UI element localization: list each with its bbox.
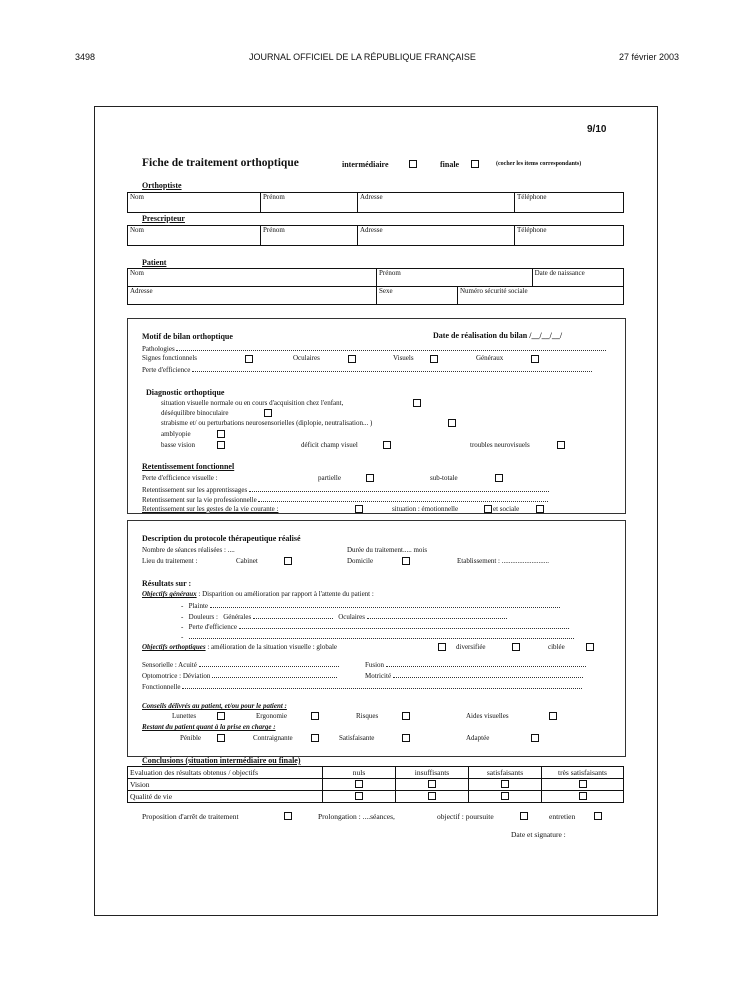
conclusions-heading: Conclusions (situation intermédiaire ou finale) (142, 756, 301, 765)
row-label: Qualité de vie (128, 791, 323, 803)
domicile-label: Domicile (347, 557, 374, 565)
oculaires-label: Oculaires (293, 354, 320, 362)
field-telephone[interactable]: Téléphone (515, 226, 624, 246)
diag-item: strabisme et/ ou perturbations neurosensorielles (diplopie, neutralisation... ) (161, 419, 373, 427)
blank-line: - (181, 632, 574, 641)
checkbox-aides[interactable] (549, 712, 557, 720)
deficit-label: déficit champ visuel (301, 441, 358, 449)
checkbox-subtotale[interactable] (495, 474, 503, 482)
apprentissages-label: Retentissement sur les apprentissages (142, 485, 549, 494)
field-nom[interactable]: Nom (128, 269, 377, 287)
field-telephone[interactable]: Téléphone (515, 193, 624, 213)
checkbox-globale[interactable] (438, 643, 446, 651)
column-header: satisfaisants (469, 767, 542, 779)
table-row (128, 791, 624, 803)
diag-item: situation visuelle normale ou en cours d'acquisition chez l'enfant, (161, 399, 344, 407)
checkbox-finale[interactable] (471, 160, 479, 168)
satisfaisante-label: Satisfaisante (339, 734, 375, 742)
diversifiee-label: diversifiée (456, 643, 486, 651)
checkbox-diag-amblyopie[interactable] (217, 430, 225, 438)
duree-label: Durée du traitement..... mois (347, 546, 428, 554)
checkbox-vision-insuffisants[interactable] (428, 780, 436, 788)
date-bilan-label: Date de réalisation du bilan /__/__/__/ (433, 331, 563, 340)
patient-table (127, 268, 624, 305)
nb-seances-label: Nombre de séances réalisées : .... (142, 546, 235, 554)
signature-label: Date et signature : (511, 830, 566, 839)
checkbox-emotionnelle[interactable] (484, 505, 492, 513)
motricite-label: Motricité (365, 671, 583, 680)
ciblee-label: ciblée (548, 643, 565, 651)
retentissement-heading: Retentissement fonctionnel (142, 462, 235, 471)
fusion-label: Fusion (365, 660, 586, 669)
gestes-label: Retentissement sur les gestes de la vie courante : (142, 505, 279, 513)
checkbox-penible[interactable] (217, 734, 225, 742)
prescripteur-heading: Prescripteur (142, 214, 185, 223)
sociale-label: et sociale (493, 505, 520, 513)
journal-title: JOURNAL OFFICIEL DE LA RÉPUBLIQUE FRANÇAISE (249, 52, 476, 62)
checkbox-diag-normale[interactable] (413, 399, 421, 407)
checkbox-vision-satisfaisants[interactable] (501, 780, 509, 788)
conseils-heading: Conseils délivrés au patient, et/ou pour le patient : (142, 702, 287, 710)
field-nom[interactable]: Nom (128, 193, 261, 213)
orthoptiste-table (127, 192, 624, 213)
checkbox-qualite-tres-satisfaisants[interactable] (579, 792, 587, 800)
field-prenom[interactable]: Prénom (261, 226, 358, 246)
checkbox-ciblee[interactable] (586, 643, 594, 651)
checkbox-diag-basse-vision[interactable] (217, 441, 225, 449)
entretien-label: entretien (549, 812, 576, 821)
diag-item: déséquilibre binoculaire (161, 409, 229, 417)
form-title: Fiche de traitement orthoptique (142, 157, 299, 169)
visuels-label: Visuels (393, 354, 414, 362)
field-nom[interactable]: Nom (128, 226, 261, 246)
proposition-label: Proposition d'arrêt de traitement (142, 812, 239, 821)
checkbox-contraignante[interactable] (311, 734, 319, 742)
protocole-heading: Description du protocole thérapeutique réalisé (142, 534, 301, 543)
checkbox-poursuite[interactable] (520, 812, 528, 820)
checkbox-oculaires[interactable] (348, 355, 356, 363)
cabinet-label: Cabinet (236, 557, 258, 565)
checkbox-vision-nuls[interactable] (355, 780, 363, 788)
checkbox-visuels[interactable] (430, 355, 438, 363)
sensorielle-label: Sensorielle : Acuité (142, 660, 339, 669)
generaux-label: Généraux (476, 354, 504, 362)
checkbox-partielle[interactable] (366, 474, 374, 482)
checkbox-proposition[interactable] (284, 812, 292, 820)
contraignante-label: Contraignante (253, 734, 293, 742)
checkbox-risques[interactable] (402, 712, 410, 720)
checkbox-gestes[interactable] (355, 505, 363, 513)
field-numero-secu[interactable]: Numéro sécurité sociale (458, 287, 624, 305)
optomotrice-label: Optomotrice : Déviation (142, 671, 337, 680)
objectifs-orthoptiques: Objectifs orthoptiques : amélioration de la situation visuelle : globale (142, 643, 338, 651)
checkbox-deficit[interactable] (383, 441, 391, 449)
subtotale-label: sub-totale (430, 474, 458, 482)
resultats-heading: Résultats sur : (142, 579, 192, 588)
ergonomie-label: Ergonomie (256, 712, 287, 720)
column-header: nuls (323, 767, 396, 779)
perte-label: - Perte d'efficience (181, 622, 569, 631)
conclusions-table (127, 766, 624, 803)
form-page-index: 9/10 (587, 124, 607, 135)
checkbox-cabinet[interactable] (284, 557, 292, 565)
pathologies-label: Pathologies (142, 344, 606, 353)
diag-item: amblyopie (161, 430, 191, 438)
checkbox-satisfaisante[interactable] (402, 734, 410, 742)
page-number: 3498 (75, 52, 96, 62)
aides-label: Aides visuelles (466, 712, 509, 720)
checkbox-vision-tres-satisfaisants[interactable] (579, 780, 587, 788)
prolongation-label: Prolongation : ....séances, (318, 812, 395, 821)
objectif-label: objectif : poursuite (437, 812, 494, 821)
checkbox-generaux[interactable] (531, 355, 539, 363)
checkbox-qualite-satisfaisants[interactable] (501, 792, 509, 800)
risques-label: Risques (356, 712, 379, 720)
checkbox-domicile[interactable] (402, 557, 410, 565)
column-header: Evaluation des résultats obtenus / objectifs (128, 767, 323, 779)
field-prenom[interactable]: Prénom (377, 269, 533, 287)
note-cocher: (cocher les items correspondants) (496, 161, 582, 167)
table-header-row (128, 767, 624, 779)
patient-heading: Patient (142, 258, 167, 267)
field-sexe[interactable]: Sexe (377, 287, 458, 305)
checkbox-diag-desequilibre[interactable] (264, 409, 272, 417)
checkbox-sociale[interactable] (536, 505, 544, 513)
option-finale-label: finale (440, 160, 460, 169)
checkbox-lunettes[interactable] (217, 712, 225, 720)
checkbox-adaptee[interactable] (531, 734, 539, 742)
row-label: Vision (128, 779, 323, 791)
orthoptiste-heading: Orthoptiste (142, 181, 182, 190)
prescripteur-table (127, 225, 624, 246)
vie-pro-label: Retentissement sur la vie professionnelle (142, 495, 548, 504)
adaptee-label: Adaptée (466, 734, 490, 742)
option-intermediaire-label: intermédiaire (342, 160, 389, 169)
partielle-label: partielle (318, 474, 341, 482)
checkbox-entretien[interactable] (594, 812, 602, 820)
lieu-label: Lieu du traitement : (142, 557, 198, 565)
column-header: très satisfaisants (542, 767, 624, 779)
penible-label: Pénible (180, 734, 201, 742)
field-date-naissance[interactable]: Date de naissance (532, 269, 623, 287)
fonctionnelle-label: Fonctionnelle (142, 682, 582, 691)
checkbox-diversifiee[interactable] (512, 643, 520, 651)
perte-efficience-label: Perte d'efficience (142, 365, 592, 374)
checkbox-ergonomie[interactable] (311, 712, 319, 720)
field-adresse[interactable]: Adresse (358, 193, 515, 213)
checkbox-qualite-insuffisants[interactable] (428, 792, 436, 800)
etablissement-label: Etablissement : ........................... (457, 557, 549, 565)
plainte-label: - Plainte (181, 601, 560, 610)
perte-visuelle-label: Perte d'efficience visuelle : (142, 474, 218, 482)
checkbox-qualite-nuls[interactable] (355, 792, 363, 800)
lunettes-label: Lunettes (172, 712, 197, 720)
table-row (128, 779, 624, 791)
objectifs-generaux: Objectifs généraux : Disparition ou amélioration par rapport à l'attente du patient : (142, 590, 374, 598)
troubles-label: troubles neurovisuels (470, 441, 530, 449)
field-adresse[interactable]: Adresse (128, 287, 377, 305)
diag-item: basse vision (161, 441, 196, 449)
checkbox-diag-strabisme[interactable] (448, 419, 456, 427)
signes-fonctionnels-label: Signes fonctionnels (142, 354, 198, 362)
diagnostic-heading: Diagnostic orthoptique (146, 388, 225, 397)
checkbox-troubles[interactable] (557, 441, 565, 449)
motif-heading: Motif de bilan orthoptique (142, 332, 233, 341)
publication-date: 27 février 2003 (619, 52, 680, 62)
column-header: insuffisants (396, 767, 469, 779)
checkbox-intermediaire[interactable] (409, 160, 417, 168)
field-adresse[interactable]: Adresse (358, 226, 515, 246)
douleurs-label: - Douleurs : Générales Oculaires (181, 612, 507, 621)
checkbox-signes[interactable] (245, 355, 253, 363)
situation-label: situation : émotionnelle (392, 505, 459, 513)
field-prenom[interactable]: Prénom (261, 193, 358, 213)
restant-heading: Restant du patient quant à la prise en charge : (142, 723, 276, 731)
